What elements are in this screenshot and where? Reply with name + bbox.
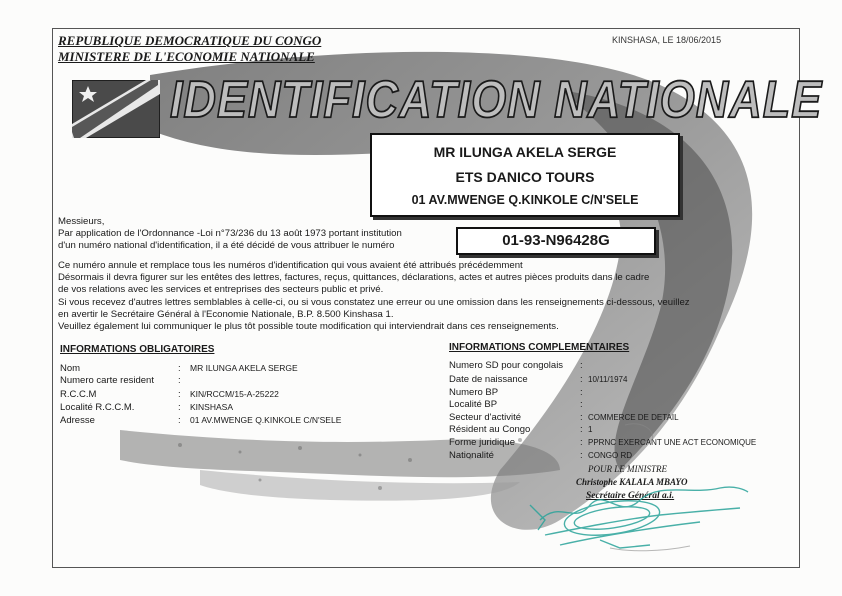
mandatory-value: 01 AV.MWENGE Q.KINKOLE C/N'SELE bbox=[190, 415, 342, 425]
mandatory-value: KIN/RCCM/15-A-25222 bbox=[190, 389, 279, 399]
separator: : bbox=[580, 437, 583, 448]
separator: : bbox=[580, 387, 583, 398]
body-line: de vos relations avec les services et entreprises des secteurs public et privé. bbox=[58, 284, 384, 295]
complementary-value: COMMERCE DE DETAIL bbox=[588, 413, 679, 422]
national-number-box: 01-93-N96428G bbox=[456, 227, 656, 255]
separator: : bbox=[580, 450, 583, 461]
complementary-label: Secteur d'activité bbox=[449, 412, 522, 423]
mandatory-label: Numero carte resident bbox=[60, 375, 154, 386]
intro-line-2: d'un numéro national d'identification, il a été décidé de vous attribuer le numéro bbox=[58, 240, 395, 251]
complementary-value: 10/11/1974 bbox=[588, 375, 628, 384]
complementary-label: Forme juridique bbox=[449, 437, 515, 448]
complementary-label: Nationalité bbox=[449, 450, 494, 461]
separator: : bbox=[580, 399, 583, 410]
signature-line-1: POUR LE MINISTRE bbox=[588, 464, 667, 474]
body-line: Ce numéro annule et remplace tous les numéros d'identification qui vous avaient été attribués précédemment bbox=[58, 260, 523, 271]
mandatory-heading: INFORMATIONS OBLIGATOIRES bbox=[60, 344, 215, 355]
mandatory-label: Adresse bbox=[60, 415, 95, 426]
complementary-value: PPRNC EXERCANT UNE ACT ECONOMIQUE bbox=[588, 438, 757, 447]
body-line: Veuillez également lui communiquer le plus tôt possible toute modification qui interviendrait dans ces renseignements. bbox=[58, 321, 559, 332]
separator: : bbox=[178, 389, 181, 400]
complementary-label: Numero BP bbox=[449, 387, 499, 398]
complementary-value: CONGO RD bbox=[588, 451, 632, 460]
separator: : bbox=[580, 424, 583, 435]
separator: : bbox=[580, 360, 583, 371]
separator: : bbox=[178, 363, 181, 374]
separator: : bbox=[178, 375, 181, 386]
mandatory-value: KINSHASA bbox=[190, 402, 233, 412]
mandatory-label: R.C.C.M bbox=[60, 389, 97, 400]
identity-address: 01 AV.MWENGE Q.KINKOLE C/N'SELE bbox=[411, 193, 639, 207]
mandatory-label: Localité R.C.C.M. bbox=[60, 402, 135, 413]
ministry-name: MINISTERE DE L'ECONOMIE NATIONALE bbox=[58, 49, 315, 64]
complementary-value: 1 bbox=[588, 425, 593, 434]
separator: : bbox=[580, 374, 583, 385]
document-title: IDENTIFICATION NATIONALE bbox=[170, 70, 823, 129]
body-line: Si vous recevez d'autres lettres semblables à celle-ci, ou si vous constatez une erreur ou une omission dans les renseignements ci-dessous, veuillez bbox=[58, 297, 690, 308]
complementary-label: Date de naissance bbox=[449, 374, 528, 385]
republic-name: REPUBLIQUE DEMOCRATIQUE DU CONGO bbox=[58, 33, 322, 48]
separator: : bbox=[178, 415, 181, 426]
mandatory-label: Nom bbox=[60, 363, 81, 374]
separator: : bbox=[178, 402, 181, 413]
salutation: Messieurs, bbox=[58, 216, 105, 227]
separator: : bbox=[580, 412, 583, 423]
complementary-label: Numero SD pour congolais bbox=[449, 360, 564, 371]
intro-line-1: Par application de l'Ordonnance -Loi n°73/236 du 13 août 1973 portant institution bbox=[58, 228, 402, 239]
complementary-heading: INFORMATIONS COMPLEMENTAIRES bbox=[449, 342, 630, 353]
complementary-label: Résident au Congo bbox=[449, 424, 531, 435]
complementary-label: Localité BP bbox=[449, 399, 498, 410]
issue-date: KINSHASA, LE 18/06/2015 bbox=[612, 35, 722, 45]
mandatory-value: MR ILUNGA AKELA SERGE bbox=[190, 363, 298, 373]
identity-name: MR ILUNGA AKELA SERGE bbox=[433, 144, 617, 160]
identity-company: ETS DANICO TOURS bbox=[455, 169, 595, 185]
body-line: en avertir le Secrétaire Général à l'Economie Nationale, B.P. 8.500 Kinshasa 1. bbox=[58, 309, 394, 320]
signature-line-3: Secrétaire Général a.i. bbox=[586, 491, 675, 501]
body-line: Désormais il devra figurer sur les entêtes des lettres, factures, reçus, quittances, déclarations, actes et autres pièces produits dans le cadre bbox=[58, 272, 650, 283]
signature-line-2: Christophe KALALA MBAYO bbox=[576, 477, 688, 487]
